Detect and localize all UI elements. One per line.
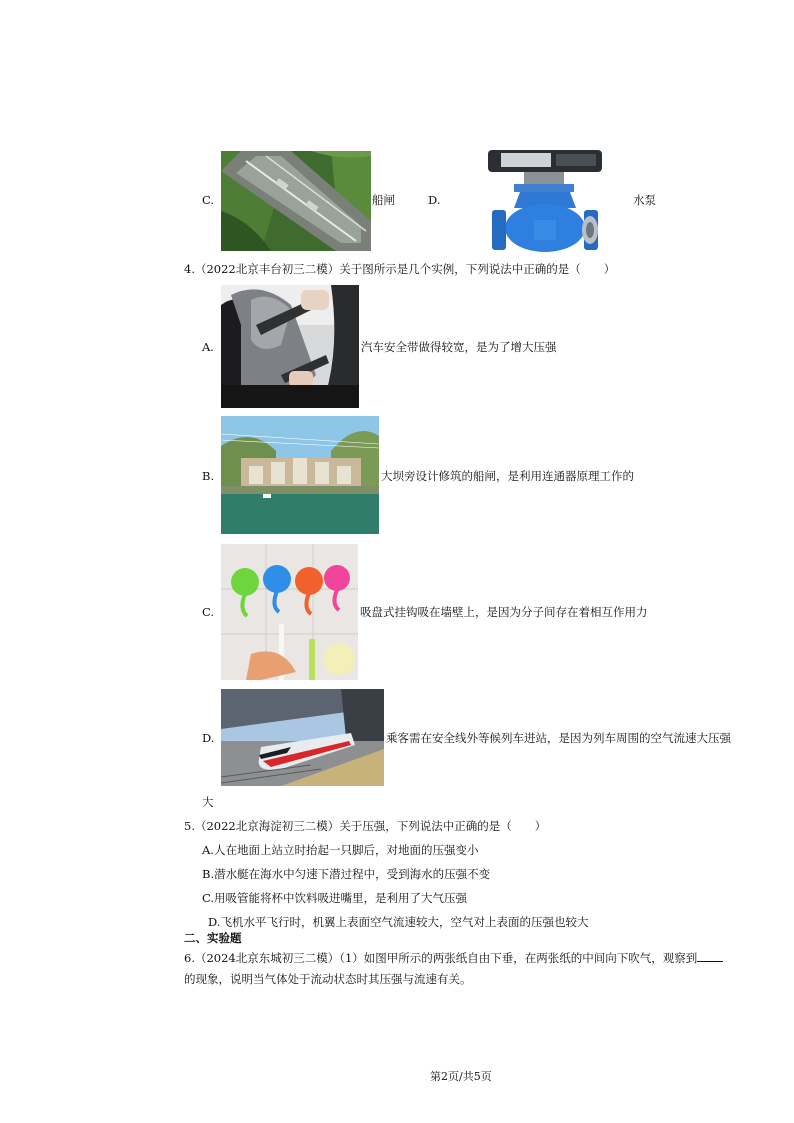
q3-option-d-text: 水泵: [633, 193, 656, 207]
q4-option-d-text: 乘客需在安全线外等候列车进站，是因为列车周围的空气流速大压强: [386, 731, 731, 745]
q3-option-c-text: 船闸: [372, 193, 395, 207]
q5-option-b-text: 潜水艇在海水中匀速下潜过程中，受到海水的压强不变: [214, 867, 491, 881]
q4-option-b-label: B.: [202, 469, 215, 483]
q4-option-b-text: 大坝旁设计修筑的船闸，是利用连通器原理工作的: [381, 469, 634, 483]
page-number: 第2页/共5页: [430, 1070, 492, 1083]
q5-option-c: [202, 892, 467, 906]
q6-line1: [184, 951, 723, 966]
high-speed-train-image: [221, 689, 384, 786]
q5-option-d-label: D.: [208, 915, 221, 929]
section-title: 二、实验题: [184, 931, 242, 945]
q5-stem: 5.（2022北京海淀初三二模）关于压强，下列说法中正确的是（ ）: [184, 819, 547, 833]
q4-option-d-label: D.: [202, 731, 215, 745]
q4-option-a-label: A.: [202, 340, 214, 354]
q6-line2: 的现象，说明当气体处于流动状态时其压强与流速有关。: [184, 972, 472, 986]
q3-option-c-label: C.: [202, 193, 215, 207]
answer-blank: [697, 951, 723, 962]
q5-option-b: [202, 868, 490, 882]
q5-option-c-text: 用吸管能将杯中饮料吸进嘴里，是利用了大气压强: [214, 891, 468, 905]
q5-option-d-text: 飞机水平飞行时，机翼上表面空气流速较大，空气对上表面的压强也较大: [220, 915, 589, 929]
water-pump-valve-image: [486, 150, 604, 253]
q5-option-d: [208, 916, 588, 930]
q5-option-a: [202, 844, 478, 858]
ship-lock-aerial-image: [221, 151, 371, 251]
q4-option-d-wrap: 大: [202, 795, 214, 809]
dam-ship-lock-image: [221, 416, 379, 534]
q3-option-d-label: D.: [428, 193, 441, 207]
q5-option-a-label: A.: [202, 843, 214, 857]
seat-belt-image: [221, 285, 359, 408]
q5-option-c-label: C.: [202, 891, 215, 905]
q5-option-b-label: B.: [202, 867, 215, 881]
q5-option-a-text: 人在地面上站立时抬起一只脚后，对地面的压强变小: [213, 843, 479, 857]
q4-option-c-text: 吸盘式挂钩吸在墙壁上，是因为分子间存在着相互作用力: [360, 605, 648, 619]
q4-stem: 4.（2022北京丰台初三二模）关于图所示是几个实例，下列说法中正确的是（ ）: [184, 262, 616, 276]
q6-line1-text: 6.（2024北京东城初三二模）（1）如图甲所示的两张纸自由下垂，在两张纸的中间向下吹气，观察到: [184, 951, 698, 965]
q4-option-c-label: C.: [202, 605, 215, 619]
q4-option-a-text: 汽车安全带做得较宽，是为了增大压强: [361, 340, 557, 354]
suction-hooks-image: [221, 544, 358, 680]
